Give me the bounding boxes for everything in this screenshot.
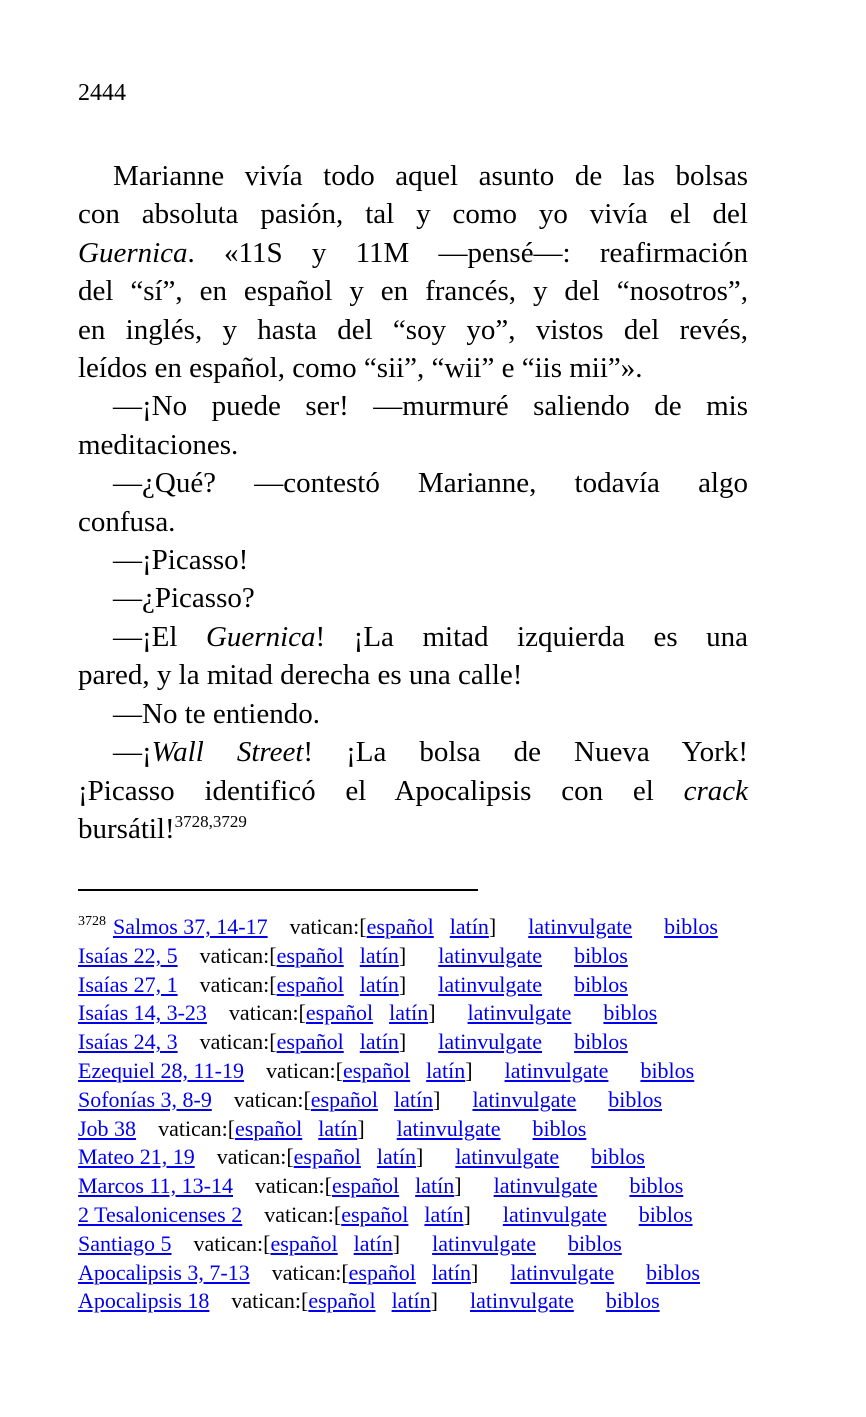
biblos-link[interactable]: biblos [591,1144,645,1170]
footnote-line [78,971,818,1000]
footnote-line [78,999,818,1028]
biblos-link[interactable]: biblos [638,1201,693,1227]
latinvulgate-link[interactable]: latinvulgate [510,1259,615,1285]
bracket-close-label: ] [415,1144,424,1170]
biblos-link[interactable]: biblos [532,1115,587,1141]
latin-link[interactable]: latín [376,1144,416,1170]
bracket-close-label: ] [465,1057,473,1083]
footnote-source-label: vatican:[ [264,1201,342,1227]
body-line [78,349,748,387]
espanol-link[interactable]: español [235,1115,303,1141]
body-line [78,810,748,848]
latinvulgate-link[interactable]: latinvulgate [493,1173,598,1199]
body-line [78,387,748,425]
text-run: pared, y la mitad derecha es una calle! [78,659,523,692]
text-run: —No te entiendo. [113,697,320,730]
latinvulgate-link[interactable]: latinvulgate [438,971,543,997]
biblos-link[interactable]: biblos [574,971,628,997]
text-run: . «11S y 11M —pensé—: reafirmación [187,236,748,269]
body-line [78,579,748,617]
footnote-reference-link[interactable]: Salmos 37, 14-17 [113,914,268,939]
biblos-link[interactable]: biblos [640,1057,695,1083]
footnote-marker: 3728 [78,914,106,929]
body-line [78,311,748,349]
footnote-reference-link[interactable]: Apocalipsis 3, 7-13 [78,1259,250,1285]
espanol-link[interactable]: español [331,1173,400,1199]
text-run: ¡Picasso identificó el Apocalipsis con el [78,774,684,807]
latin-link[interactable]: latín [431,1259,471,1285]
text-run: bursátil! [78,812,175,845]
latin-link[interactable]: latín [391,1288,431,1314]
latinvulgate-link[interactable]: latinvulgate [504,1057,609,1083]
text-run: —¿Qué? —contestó Marianne, todavía algo [113,467,748,500]
footnote-line [78,1086,818,1115]
latin-link[interactable]: latín [394,1086,434,1112]
footnote-separator [78,889,478,891]
body-line [78,733,748,771]
latinvulgate-link[interactable]: latinvulgate [432,1230,536,1256]
latin-link[interactable]: latín [424,1201,464,1227]
latinvulgate-link[interactable]: latinvulgate [438,942,543,968]
espanol-link[interactable]: español [310,1086,378,1112]
footnote-reference-link[interactable]: Isaías 14, 3-23 [78,1000,207,1026]
footnote-source-label: vatican:[ [193,1230,271,1256]
biblos-link[interactable]: biblos [603,1000,658,1026]
latin-link[interactable]: latín [389,1000,429,1026]
bracket-close-label: ] [398,1029,407,1055]
bracket-close-label: ] [433,1086,441,1112]
footnote-line [78,1172,818,1201]
latinvulgate-link[interactable]: latinvulgate [528,914,633,939]
espanol-link[interactable]: español [276,942,344,968]
footnote-source-label: vatican:[ [216,1144,294,1170]
body-text [78,157,748,848]
text-run: —¡No puede ser! —murmuré saliendo de mis [113,390,748,423]
text-run: —¡Picasso! [113,544,249,577]
footnote-source-label: vatican:[ [228,1000,306,1026]
footnote-line [78,908,818,942]
biblos-link[interactable]: biblos [567,1230,622,1256]
bracket-close-label: ] [398,942,407,968]
footnotes-block [78,908,818,1316]
footnote-reference-link[interactable]: Marcos 11, 13-14 [78,1173,233,1199]
footnote-line [78,1230,818,1259]
body-line [78,695,748,733]
footnote-source-label: vatican:[ [265,1057,343,1083]
body-line [78,618,748,656]
footnote-reference-link[interactable]: Sofonías 3, 8-9 [78,1086,212,1112]
footnote-reference-link[interactable]: Mateo 21, 19 [78,1144,195,1170]
bracket-close-label: ] [470,1259,479,1285]
latinvulgate-link[interactable]: latinvulgate [472,1086,577,1112]
footnote-reference-link[interactable]: Ezequiel 28, 11-19 [78,1057,244,1083]
footnote-reference-link[interactable]: Apocalipsis 18 [78,1288,210,1314]
bracket-close-label: ] [392,1230,401,1256]
latin-link[interactable]: latín [318,1115,358,1141]
body-line [78,426,748,464]
footnote-line [78,1201,818,1230]
espanol-link[interactable]: español [276,971,344,997]
italic-text-run: crack [683,774,748,807]
latinvulgate-link[interactable]: latinvulgate [396,1115,501,1141]
espanol-link[interactable]: español [308,1288,376,1314]
italic-text-run: Guernica [205,620,316,653]
footnote-reference-link[interactable]: Santiago 5 [78,1230,172,1256]
espanol-link[interactable]: español [270,1230,338,1256]
body-line [78,656,748,694]
text-run: —¿Picasso? [113,582,255,615]
footnote-line [78,1287,818,1316]
biblos-link[interactable]: biblos [664,914,718,939]
footnote-source-label: vatican:[ [158,1115,236,1141]
biblos-link[interactable]: biblos [605,1288,660,1314]
biblos-link[interactable]: biblos [646,1259,700,1285]
footnote-source-label: vatican:[ [255,1173,332,1199]
page-number: 2444 [78,80,126,106]
footnote-source-label: vatican:[ [271,1259,349,1285]
bracket-close-label: ] [398,971,407,997]
footnote-line [78,1028,818,1057]
footnote-reference-link[interactable]: Job 38 [78,1115,137,1141]
latinvulgate-link[interactable]: latinvulgate [438,1029,543,1055]
latin-link[interactable]: latín [426,1057,466,1083]
biblos-link[interactable]: biblos [608,1086,663,1112]
bracket-close-label: ] [357,1115,365,1141]
body-line [78,195,748,233]
bracket-close-label: ] [428,1000,436,1026]
body-line [78,234,748,272]
body-line [78,272,748,310]
footnote-reference-link[interactable]: Isaías 22, 5 [78,942,178,968]
latin-link[interactable]: latín [415,1173,455,1199]
footnote-reference-link[interactable]: Isaías 27, 1 [78,971,178,997]
footnote-reference-link[interactable]: 2 Tesalonicenses 2 [78,1201,243,1227]
footnote-source-label: vatican:[ [289,914,367,939]
footnote-line [78,1259,818,1288]
biblos-link[interactable]: biblos [574,1029,628,1055]
body-line [78,157,748,195]
biblos-link[interactable]: biblos [574,942,628,968]
bracket-close-label: ] [463,1201,471,1227]
espanol-link[interactable]: español [366,914,434,939]
footnote-source-label: vatican:[ [231,1288,309,1314]
italic-text-run: Guernica [78,236,188,269]
footnote-line [78,1143,818,1172]
text-run: confusa. [78,505,176,538]
body-line [78,541,748,579]
text-run: Marianne vivía todo aquel asunto de las bolsas [113,160,748,192]
footnote-source-label: vatican:[ [199,942,277,968]
espanol-link[interactable]: español [293,1144,361,1170]
espanol-link[interactable]: español [305,1000,374,1026]
footnote-reference-superscript: 3728,3729 [174,811,247,831]
text-run: —¡El [113,620,206,653]
text-run: —¡ [113,736,152,769]
espanol-link[interactable]: español [342,1057,411,1083]
footnote-source-label: vatican:[ [199,971,277,997]
latin-link[interactable]: latín [359,971,399,997]
text-run: con absoluta pasión, tal y como yo vivía el del [78,198,748,231]
espanol-link[interactable]: español [348,1259,416,1285]
footnote-line [78,1057,818,1086]
latinvulgate-link[interactable]: latinvulgate [455,1144,560,1170]
text-run: en inglés, y hasta del “soy yo”, vistos del revés, [78,313,748,346]
body-line [78,464,748,502]
bracket-close-label: ] [430,1288,438,1314]
espanol-link[interactable]: español [276,1029,344,1055]
text-run: ! ¡La bolsa de Nueva York! [303,736,748,769]
biblos-link[interactable]: biblos [629,1173,684,1199]
body-line [78,503,748,541]
footnote-line [78,942,818,971]
latinvulgate-link[interactable]: latinvulgate [467,1000,572,1026]
text-run: leídos en español, como “sii”, “wii” e “iis mii”». [78,352,643,385]
text-run: ! ¡La mitad izquierda es una [315,620,749,653]
italic-text-run: Wall Street [151,736,304,769]
latin-link[interactable]: latín [449,914,489,939]
latin-link[interactable]: latín [353,1230,393,1256]
text-run: del “sí”, en español y en francés, y del “nosotros”, [78,275,748,308]
bracket-close-label: ] [454,1173,462,1199]
latin-link[interactable]: latín [359,942,399,968]
text-run: meditaciones. [78,428,239,461]
espanol-link[interactable]: español [341,1201,409,1227]
latinvulgate-link[interactable]: latinvulgate [470,1288,574,1314]
body-line [78,772,748,810]
bracket-close-label: ] [488,914,497,939]
latinvulgate-link[interactable]: latinvulgate [502,1201,607,1227]
footnote-reference-link[interactable]: Isaías 24, 3 [78,1029,178,1055]
latin-link[interactable]: latín [359,1029,399,1055]
footnote-source-label: vatican:[ [199,1029,277,1055]
footnote-line [78,1115,818,1144]
footnote-source-label: vatican:[ [233,1086,311,1112]
